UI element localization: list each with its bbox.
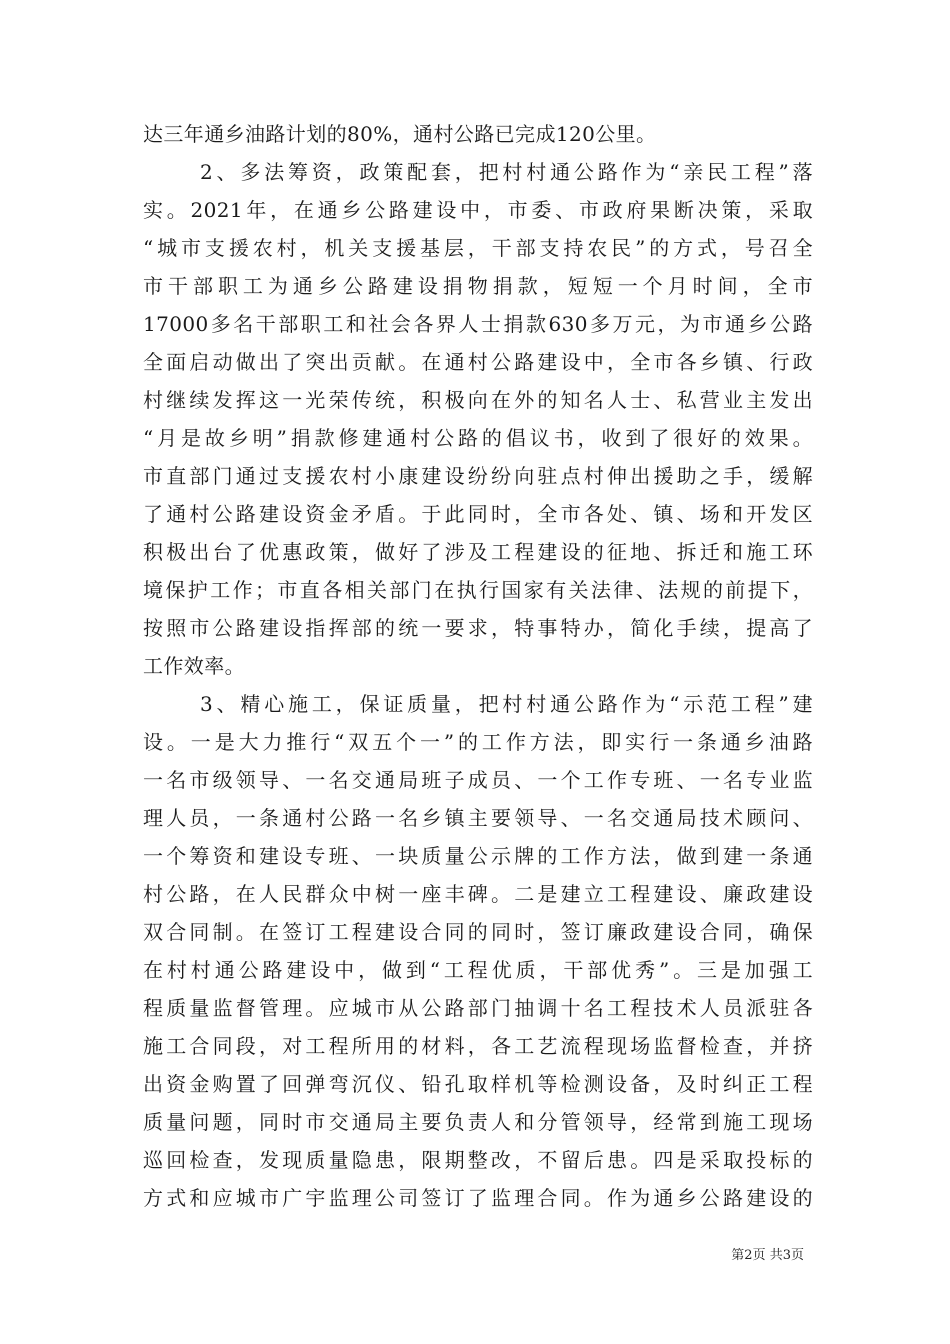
paragraph-start-line: 2、多法筹资，政策配套，把村村通公路作为“亲民工程”落 — [200, 160, 813, 184]
text-line: 一名市级领导、一名交通局班子成员、一个工作专班、一名专业监 — [143, 768, 813, 792]
text-line: 市直部门通过支援农村小康建设纷纷向驻点村伸出援助之手，缓解 — [143, 464, 813, 488]
text-line: 村继续发挥这一光荣传统，积极向在外的知名人士、私营业主发出 — [143, 388, 813, 412]
text-line: 境保护工作；市直各相关部门在执行国家有关法律、法规的前提下， — [143, 578, 813, 602]
text-line: 质量问题，同时市交通局主要负责人和分管领导，经常到施工现场 — [143, 1110, 813, 1134]
text-line: 全面启动做出了突出贡献。在通村公路建设中，全市各乡镇、行政 — [143, 350, 813, 374]
text-line: 积极出台了优惠政策，做好了涉及工程建设的征地、拆迁和施工环 — [143, 540, 813, 564]
page-footer — [731, 1247, 804, 1265]
text-line: 17000多名干部职工和社会各界人士捐款630多万元，为市通乡公路 — [143, 312, 813, 336]
text-line: 方式和应城市广宇监理公司签订了监理合同。作为通乡公路建设的 — [143, 1186, 813, 1210]
text-line: 双合同制。在签订工程建设合同的同时，签订廉政建设合同，确保 — [143, 920, 813, 944]
text-line: 理人员，一条通村公路一名乡镇主要领导、一名交通局技术顾问、 — [143, 806, 813, 830]
text-line: “月是故乡明”捐款修建通村公路的倡议书，收到了很好的效果。 — [143, 426, 813, 450]
text-line: 巡回检查，发现质量隐患，限期整改，不留后患。四是采取投标的 — [143, 1148, 813, 1172]
footer-suffix: 页 — [790, 1248, 804, 1263]
text-line: 实。2021年，在通乡公路建设中，市委、市政府果断决策，采取 — [143, 198, 813, 222]
text-line: 工作效率。 — [143, 654, 245, 678]
text-line: 设。一是大力推行“双五个一”的工作方法，即实行一条通乡油路 — [143, 730, 813, 754]
current-page-number: 2 — [744, 1248, 753, 1263]
text-line: 达三年通乡油路计划的80%，通村公路已完成120公里。 — [143, 122, 657, 146]
text-line: “城市支援农村，机关支援基层，干部支持农民”的方式，号召全 — [143, 236, 813, 260]
text-line: 了通村公路建设资金矛盾。于此同时，全市各处、镇、场和开发区 — [143, 502, 813, 526]
text-line: 一个筹资和建设专班、一块质量公示牌的工作方法，做到建一条通 — [143, 844, 813, 868]
footer-prefix: 第 — [731, 1248, 745, 1263]
text-line: 施工合同段，对工程所用的材料，各工艺流程现场监督检查，并挤 — [143, 1034, 813, 1058]
total-pages-number: 3 — [782, 1248, 791, 1263]
text-line: 市干部职工为通乡公路建设捐物捐款，短短一个月时间，全市 — [143, 274, 813, 298]
text-line: 出资金购置了回弹弯沉仪、铅孔取样机等检测设备，及时纠正工程 — [143, 1072, 813, 1096]
text-line: 程质量监督管理。应城市从公路部门抽调十名工程技术人员派驻各 — [143, 996, 813, 1020]
text-line: 村公路，在人民群众中树一座丰碑。二是建立工程建设、廉政建设 — [143, 882, 813, 906]
text-line: 按照市公路建设指挥部的统一要求，特事特办，简化手续，提高了 — [143, 616, 813, 640]
footer-middle: 页 共 — [752, 1248, 783, 1263]
text-line: 在村村通公路建设中，做到“工程优质，干部优秀”。三是加强工 — [143, 958, 813, 982]
paragraph-start-line: 3、精心施工，保证质量，把村村通公路作为“示范工程”建 — [200, 692, 813, 716]
